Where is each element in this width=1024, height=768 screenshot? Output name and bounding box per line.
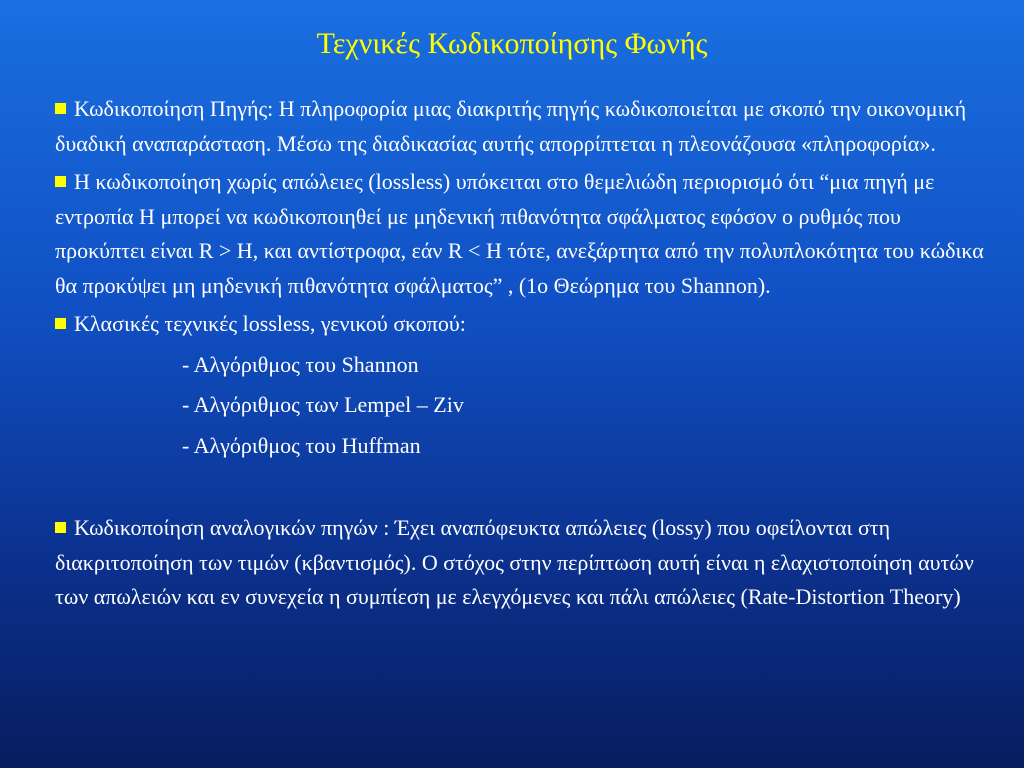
algorithm-item: - Αλγόριθμος του Shannon xyxy=(182,351,419,377)
slide-title: Τεχνικές Κωδικοποίησης Φωνής xyxy=(316,27,708,60)
algorithm-item: - Αλγόριθμος των Lempel – Ziv xyxy=(182,392,464,417)
spacer xyxy=(55,469,995,511)
square-bullet-icon xyxy=(55,176,66,187)
bullet-text: Η κωδικοποίηση χωρίς απώλειες (lossless) υπόκειται στο θεμελιώδη περιορισμό ότι “μια πηγή με εντροπία Η μπορεί να κωδικοποιηθεί με μηδενική πιθανότητα σφάλματος εφόσον ο ρυθμός που προκύπτει είναι R > H, και αντίστροφα, εάν R < H τότε, ανεξάρτητα από την πολυπλοκότητα του κώδικα θα προκύψει μη μηδενική πιθανότητα σφάλματος” , (1ο Θεώρημα του Shannon). xyxy=(55,169,984,298)
bullet-text: Κωδικοποίηση Πηγής: Η πληροφορία μιας διακριτής πηγής κωδικοποιείται με σκοπό την οικονομική δυαδική αναπαράσταση. Μέσω της διαδικασίας αυτής απορρίπτεται η πλεονάζουσα «πληροφορία». xyxy=(55,96,967,156)
algorithm-item: - Αλγόριθμος του Huffman xyxy=(182,432,421,458)
bullet-text: Κλασικές τεχνικές lossless, γενικού σκοπού: xyxy=(74,311,466,336)
bullet-item xyxy=(55,511,995,615)
square-bullet-icon xyxy=(55,318,66,329)
square-bullet-icon xyxy=(55,103,66,114)
bullet-item xyxy=(55,307,995,342)
bullet-item xyxy=(55,92,995,161)
square-bullet-icon xyxy=(55,522,66,533)
slide-body xyxy=(55,92,995,619)
bullet-item xyxy=(55,165,995,303)
bullet-text: Κωδικοποίηση αναλογικών πηγών : Έχει αναπόφευκτα απώλειες (lossy) που οφείλονται στη διακριτοποίηση των τιμών (κβαντισμός). Ο στόχος στην περίπτωση αυτή είναι η ελαχιστοποίηση αυτών των απωλειών και εν συνεχεία η συμπίεση με ελεγχόμενες και πάλι απώλειες (Rate-Distortion Theory) xyxy=(55,515,974,609)
